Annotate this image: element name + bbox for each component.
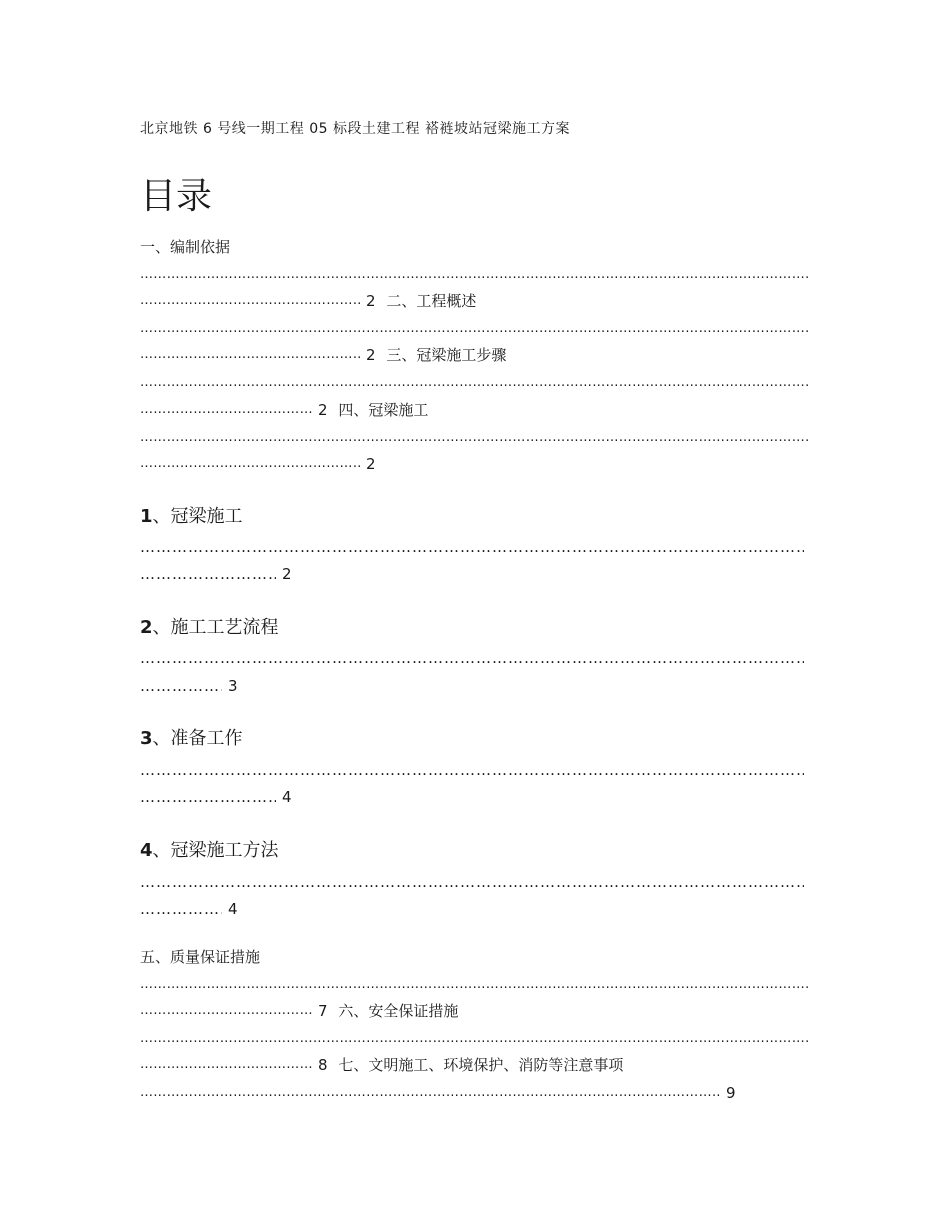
page-number: 2 — [318, 401, 328, 419]
toc-entry-1[interactable] — [140, 236, 230, 258]
dot-leader — [140, 974, 808, 996]
toc-entry-5[interactable] — [140, 946, 260, 968]
page-number: 3 — [228, 677, 238, 695]
subentry-label: 、准备工作 — [152, 728, 243, 749]
toc-entry-6[interactable] — [140, 1000, 458, 1022]
dot-leader — [140, 871, 804, 893]
subentry-number: 1 — [140, 506, 153, 527]
toc-subentry-4-end — [140, 898, 238, 920]
toc-entry-label: 三、冠梁施工步骤 — [386, 346, 507, 364]
toc-entry-4-end — [140, 453, 376, 475]
toc-title: 目录 — [140, 176, 213, 217]
dot-leader — [140, 536, 804, 558]
page-number: 2 — [366, 292, 376, 310]
toc-subentry-2-end — [140, 675, 238, 697]
dot-leader — [140, 264, 808, 286]
toc-entry-label: 一、编制依据 — [140, 238, 231, 256]
subentry-number: 3 — [140, 728, 153, 749]
page-number: 9 — [726, 1084, 736, 1102]
page-number: 2 — [282, 565, 292, 583]
dot-leader — [140, 427, 808, 449]
toc-subentry-1[interactable] — [140, 502, 243, 528]
subentry-label: 、冠梁施工方法 — [152, 840, 279, 861]
toc-entry-label: 七、文明施工、环境保护、消防等注意事项 — [338, 1056, 624, 1074]
page-number: 7 — [318, 1002, 328, 1020]
dot-leader — [140, 647, 804, 669]
page-number: 4 — [282, 788, 292, 806]
toc-subentry-4[interactable] — [140, 836, 279, 862]
toc-subentry-1-end — [140, 563, 292, 585]
toc-entry-label: 五、质量保证措施 — [140, 948, 261, 966]
dot-leader — [140, 372, 808, 394]
toc-entry-3[interactable] — [140, 344, 506, 366]
subentry-number: 2 — [140, 617, 153, 638]
page-number: 4 — [228, 900, 238, 918]
toc-subentry-2[interactable] — [140, 613, 279, 639]
toc-entry-label: 六、安全保证措施 — [338, 1002, 459, 1020]
page-number: 2 — [366, 346, 376, 364]
toc-subentry-3-end — [140, 786, 292, 808]
page-number: 2 — [366, 455, 376, 473]
toc-entry-2[interactable] — [140, 290, 476, 312]
toc-entry-7[interactable] — [140, 1054, 623, 1076]
document-header: 北京地铁 6 号线一期工程 05 标段土建工程 褡裢坡站冠梁施工方案 — [140, 121, 570, 137]
dot-leader — [140, 1028, 808, 1050]
page-number: 8 — [318, 1056, 328, 1074]
subentry-label: 、冠梁施工 — [152, 506, 243, 527]
dot-leader — [140, 759, 804, 781]
dot-leader — [140, 318, 808, 340]
toc-entry-7-end — [140, 1082, 736, 1104]
toc-entry-4[interactable] — [140, 399, 428, 421]
toc-entry-label: 二、工程概述 — [386, 292, 477, 310]
subentry-number: 4 — [140, 840, 153, 861]
toc-entry-label: 四、冠梁施工 — [338, 401, 429, 419]
toc-subentry-3[interactable] — [140, 724, 243, 750]
subentry-label: 、施工工艺流程 — [152, 617, 279, 638]
